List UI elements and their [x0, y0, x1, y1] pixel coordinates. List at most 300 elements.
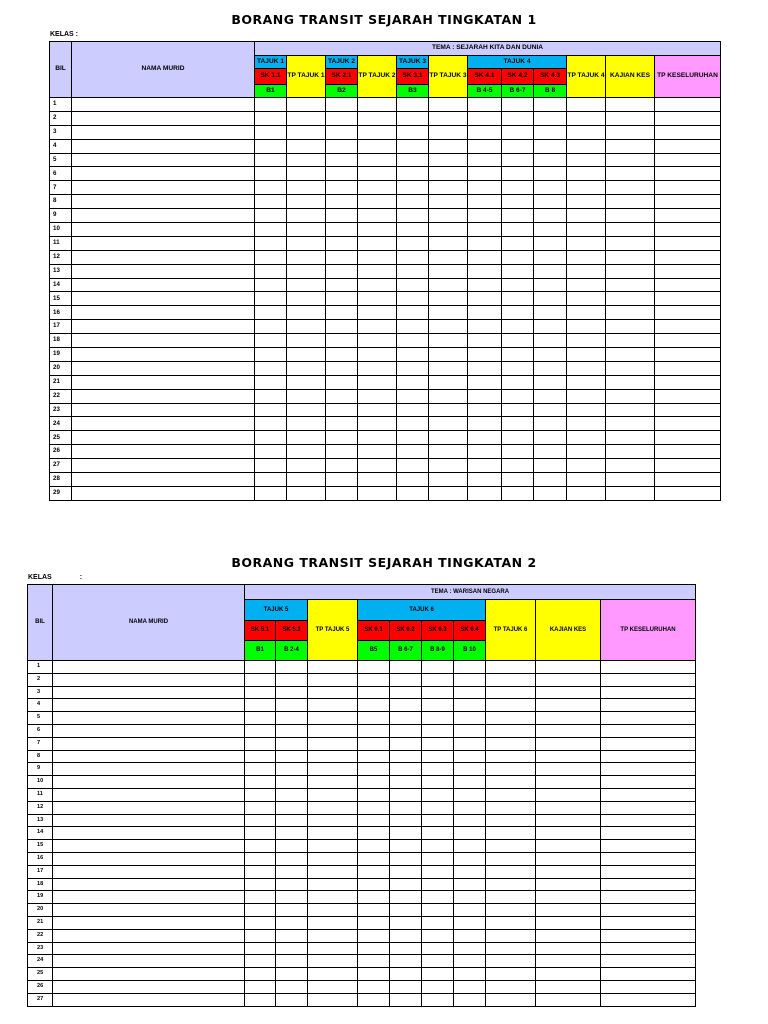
- score-cell[interactable]: [358, 111, 397, 125]
- score-cell[interactable]: [567, 167, 606, 181]
- score-cell[interactable]: [601, 993, 696, 1006]
- score-cell[interactable]: [422, 827, 454, 840]
- score-cell[interactable]: [429, 348, 468, 362]
- score-cell[interactable]: [390, 891, 422, 904]
- nama-murid-cell[interactable]: [72, 236, 255, 250]
- score-cell[interactable]: [536, 942, 601, 955]
- score-cell[interactable]: [358, 724, 390, 737]
- score-cell[interactable]: [276, 865, 308, 878]
- score-cell[interactable]: [358, 125, 397, 139]
- nama-murid-cell[interactable]: [53, 763, 245, 776]
- score-cell[interactable]: [655, 486, 721, 500]
- score-cell[interactable]: [422, 712, 454, 725]
- score-cell[interactable]: [397, 98, 429, 112]
- score-cell[interactable]: [245, 827, 276, 840]
- score-cell[interactable]: [606, 236, 655, 250]
- score-cell[interactable]: [276, 852, 308, 865]
- score-cell[interactable]: [601, 840, 696, 853]
- score-cell[interactable]: [308, 980, 358, 993]
- score-cell[interactable]: [326, 209, 358, 223]
- score-cell[interactable]: [486, 878, 536, 891]
- nama-murid-cell[interactable]: [53, 993, 245, 1006]
- nama-murid-cell[interactable]: [72, 264, 255, 278]
- nama-murid-cell[interactable]: [53, 916, 245, 929]
- score-cell[interactable]: [655, 223, 721, 237]
- score-cell[interactable]: [468, 292, 502, 306]
- score-cell[interactable]: [606, 111, 655, 125]
- score-cell[interactable]: [429, 278, 468, 292]
- score-cell[interactable]: [486, 968, 536, 981]
- score-cell[interactable]: [567, 250, 606, 264]
- score-cell[interactable]: [276, 878, 308, 891]
- score-cell[interactable]: [486, 852, 536, 865]
- score-cell[interactable]: [606, 486, 655, 500]
- score-cell[interactable]: [429, 459, 468, 473]
- score-cell[interactable]: [655, 167, 721, 181]
- score-cell[interactable]: [287, 278, 326, 292]
- score-cell[interactable]: [534, 417, 567, 431]
- nama-murid-cell[interactable]: [53, 840, 245, 853]
- score-cell[interactable]: [567, 236, 606, 250]
- score-cell[interactable]: [255, 236, 287, 250]
- score-cell[interactable]: [502, 153, 534, 167]
- score-cell[interactable]: [454, 788, 486, 801]
- score-cell[interactable]: [429, 306, 468, 320]
- score-cell[interactable]: [534, 98, 567, 112]
- score-cell[interactable]: [255, 389, 287, 403]
- nama-murid-cell[interactable]: [53, 904, 245, 917]
- score-cell[interactable]: [655, 98, 721, 112]
- score-cell[interactable]: [536, 878, 601, 891]
- score-cell[interactable]: [601, 929, 696, 942]
- score-cell[interactable]: [326, 375, 358, 389]
- score-cell[interactable]: [397, 306, 429, 320]
- score-cell[interactable]: [534, 375, 567, 389]
- score-cell[interactable]: [468, 98, 502, 112]
- score-cell[interactable]: [422, 737, 454, 750]
- score-cell[interactable]: [326, 223, 358, 237]
- score-cell[interactable]: [358, 699, 390, 712]
- score-cell[interactable]: [245, 840, 276, 853]
- score-cell[interactable]: [536, 699, 601, 712]
- score-cell[interactable]: [358, 264, 397, 278]
- score-cell[interactable]: [358, 361, 397, 375]
- score-cell[interactable]: [536, 840, 601, 853]
- score-cell[interactable]: [255, 361, 287, 375]
- nama-murid-cell[interactable]: [72, 139, 255, 153]
- score-cell[interactable]: [245, 686, 276, 699]
- score-cell[interactable]: [287, 250, 326, 264]
- score-cell[interactable]: [397, 361, 429, 375]
- score-cell[interactable]: [502, 139, 534, 153]
- score-cell[interactable]: [486, 827, 536, 840]
- score-cell[interactable]: [308, 776, 358, 789]
- nama-murid-cell[interactable]: [53, 661, 245, 674]
- nama-murid-cell[interactable]: [72, 111, 255, 125]
- score-cell[interactable]: [606, 389, 655, 403]
- score-cell[interactable]: [655, 111, 721, 125]
- score-cell[interactable]: [358, 852, 390, 865]
- nama-murid-cell[interactable]: [53, 891, 245, 904]
- score-cell[interactable]: [245, 891, 276, 904]
- nama-murid-cell[interactable]: [72, 250, 255, 264]
- score-cell[interactable]: [454, 712, 486, 725]
- score-cell[interactable]: [358, 209, 397, 223]
- score-cell[interactable]: [606, 264, 655, 278]
- score-cell[interactable]: [245, 852, 276, 865]
- score-cell[interactable]: [358, 181, 397, 195]
- score-cell[interactable]: [534, 445, 567, 459]
- nama-murid-cell[interactable]: [53, 878, 245, 891]
- score-cell[interactable]: [429, 195, 468, 209]
- score-cell[interactable]: [245, 865, 276, 878]
- score-cell[interactable]: [655, 445, 721, 459]
- nama-murid-cell[interactable]: [53, 673, 245, 686]
- score-cell[interactable]: [276, 929, 308, 942]
- score-cell[interactable]: [390, 686, 422, 699]
- score-cell[interactable]: [502, 125, 534, 139]
- score-cell[interactable]: [276, 788, 308, 801]
- score-cell[interactable]: [567, 98, 606, 112]
- score-cell[interactable]: [606, 139, 655, 153]
- score-cell[interactable]: [486, 904, 536, 917]
- nama-murid-cell[interactable]: [53, 814, 245, 827]
- score-cell[interactable]: [534, 236, 567, 250]
- score-cell[interactable]: [454, 801, 486, 814]
- nama-murid-cell[interactable]: [53, 980, 245, 993]
- score-cell[interactable]: [429, 250, 468, 264]
- score-cell[interactable]: [429, 417, 468, 431]
- score-cell[interactable]: [422, 788, 454, 801]
- score-cell[interactable]: [287, 153, 326, 167]
- score-cell[interactable]: [502, 181, 534, 195]
- score-cell[interactable]: [276, 955, 308, 968]
- score-cell[interactable]: [454, 980, 486, 993]
- score-cell[interactable]: [567, 111, 606, 125]
- score-cell[interactable]: [536, 993, 601, 1006]
- score-cell[interactable]: [534, 167, 567, 181]
- score-cell[interactable]: [358, 431, 397, 445]
- nama-murid-cell[interactable]: [53, 737, 245, 750]
- score-cell[interactable]: [397, 431, 429, 445]
- nama-murid-cell[interactable]: [72, 292, 255, 306]
- score-cell[interactable]: [390, 840, 422, 853]
- score-cell[interactable]: [326, 181, 358, 195]
- score-cell[interactable]: [326, 486, 358, 500]
- score-cell[interactable]: [245, 661, 276, 674]
- score-cell[interactable]: [486, 942, 536, 955]
- score-cell[interactable]: [358, 737, 390, 750]
- score-cell[interactable]: [601, 942, 696, 955]
- score-cell[interactable]: [390, 776, 422, 789]
- score-cell[interactable]: [454, 955, 486, 968]
- score-cell[interactable]: [287, 236, 326, 250]
- nama-murid-cell[interactable]: [53, 942, 245, 955]
- score-cell[interactable]: [534, 473, 567, 487]
- score-cell[interactable]: [534, 125, 567, 139]
- score-cell[interactable]: [468, 459, 502, 473]
- score-cell[interactable]: [326, 320, 358, 334]
- score-cell[interactable]: [422, 814, 454, 827]
- score-cell[interactable]: [502, 375, 534, 389]
- score-cell[interactable]: [422, 955, 454, 968]
- score-cell[interactable]: [422, 865, 454, 878]
- score-cell[interactable]: [255, 195, 287, 209]
- score-cell[interactable]: [601, 661, 696, 674]
- score-cell[interactable]: [502, 292, 534, 306]
- score-cell[interactable]: [655, 431, 721, 445]
- score-cell[interactable]: [486, 840, 536, 853]
- score-cell[interactable]: [567, 153, 606, 167]
- score-cell[interactable]: [502, 334, 534, 348]
- score-cell[interactable]: [276, 827, 308, 840]
- score-cell[interactable]: [308, 968, 358, 981]
- score-cell[interactable]: [655, 250, 721, 264]
- score-cell[interactable]: [468, 389, 502, 403]
- score-cell[interactable]: [429, 125, 468, 139]
- score-cell[interactable]: [655, 361, 721, 375]
- score-cell[interactable]: [276, 840, 308, 853]
- score-cell[interactable]: [567, 264, 606, 278]
- score-cell[interactable]: [358, 750, 390, 763]
- score-cell[interactable]: [454, 891, 486, 904]
- score-cell[interactable]: [276, 776, 308, 789]
- nama-murid-cell[interactable]: [53, 750, 245, 763]
- score-cell[interactable]: [567, 403, 606, 417]
- score-cell[interactable]: [429, 264, 468, 278]
- score-cell[interactable]: [534, 223, 567, 237]
- score-cell[interactable]: [502, 195, 534, 209]
- score-cell[interactable]: [606, 320, 655, 334]
- score-cell[interactable]: [534, 348, 567, 362]
- score-cell[interactable]: [502, 348, 534, 362]
- nama-murid-cell[interactable]: [72, 98, 255, 112]
- score-cell[interactable]: [454, 814, 486, 827]
- score-cell[interactable]: [567, 278, 606, 292]
- score-cell[interactable]: [536, 814, 601, 827]
- score-cell[interactable]: [255, 139, 287, 153]
- score-cell[interactable]: [358, 375, 397, 389]
- score-cell[interactable]: [534, 195, 567, 209]
- score-cell[interactable]: [326, 306, 358, 320]
- score-cell[interactable]: [454, 827, 486, 840]
- score-cell[interactable]: [468, 445, 502, 459]
- score-cell[interactable]: [468, 431, 502, 445]
- nama-murid-cell[interactable]: [53, 801, 245, 814]
- score-cell[interactable]: [276, 661, 308, 674]
- score-cell[interactable]: [567, 473, 606, 487]
- nama-murid-cell[interactable]: [72, 403, 255, 417]
- score-cell[interactable]: [567, 445, 606, 459]
- score-cell[interactable]: [287, 181, 326, 195]
- score-cell[interactable]: [255, 459, 287, 473]
- score-cell[interactable]: [601, 686, 696, 699]
- score-cell[interactable]: [276, 686, 308, 699]
- score-cell[interactable]: [536, 763, 601, 776]
- score-cell[interactable]: [287, 125, 326, 139]
- nama-murid-cell[interactable]: [72, 195, 255, 209]
- score-cell[interactable]: [534, 264, 567, 278]
- score-cell[interactable]: [536, 686, 601, 699]
- score-cell[interactable]: [245, 904, 276, 917]
- score-cell[interactable]: [468, 125, 502, 139]
- nama-murid-cell[interactable]: [72, 389, 255, 403]
- score-cell[interactable]: [536, 737, 601, 750]
- score-cell[interactable]: [655, 195, 721, 209]
- score-cell[interactable]: [601, 699, 696, 712]
- nama-murid-cell[interactable]: [72, 223, 255, 237]
- score-cell[interactable]: [326, 278, 358, 292]
- score-cell[interactable]: [326, 236, 358, 250]
- score-cell[interactable]: [358, 776, 390, 789]
- score-cell[interactable]: [486, 993, 536, 1006]
- score-cell[interactable]: [606, 445, 655, 459]
- score-cell[interactable]: [655, 389, 721, 403]
- score-cell[interactable]: [534, 292, 567, 306]
- score-cell[interactable]: [655, 417, 721, 431]
- score-cell[interactable]: [390, 763, 422, 776]
- score-cell[interactable]: [397, 139, 429, 153]
- score-cell[interactable]: [255, 98, 287, 112]
- score-cell[interactable]: [358, 929, 390, 942]
- score-cell[interactable]: [454, 852, 486, 865]
- score-cell[interactable]: [454, 904, 486, 917]
- score-cell[interactable]: [326, 292, 358, 306]
- score-cell[interactable]: [534, 320, 567, 334]
- score-cell[interactable]: [358, 827, 390, 840]
- score-cell[interactable]: [655, 153, 721, 167]
- score-cell[interactable]: [255, 306, 287, 320]
- nama-murid-cell[interactable]: [72, 361, 255, 375]
- score-cell[interactable]: [358, 334, 397, 348]
- score-cell[interactable]: [429, 389, 468, 403]
- score-cell[interactable]: [358, 980, 390, 993]
- nama-murid-cell[interactable]: [72, 375, 255, 389]
- score-cell[interactable]: [468, 473, 502, 487]
- score-cell[interactable]: [255, 278, 287, 292]
- score-cell[interactable]: [397, 389, 429, 403]
- score-cell[interactable]: [326, 334, 358, 348]
- nama-murid-cell[interactable]: [72, 445, 255, 459]
- score-cell[interactable]: [287, 292, 326, 306]
- nama-murid-cell[interactable]: [53, 788, 245, 801]
- score-cell[interactable]: [429, 181, 468, 195]
- score-cell[interactable]: [255, 417, 287, 431]
- nama-murid-cell[interactable]: [53, 968, 245, 981]
- score-cell[interactable]: [358, 916, 390, 929]
- score-cell[interactable]: [245, 993, 276, 1006]
- score-cell[interactable]: [326, 250, 358, 264]
- score-cell[interactable]: [422, 750, 454, 763]
- score-cell[interactable]: [308, 661, 358, 674]
- score-cell[interactable]: [601, 904, 696, 917]
- score-cell[interactable]: [326, 111, 358, 125]
- score-cell[interactable]: [308, 763, 358, 776]
- score-cell[interactable]: [422, 891, 454, 904]
- score-cell[interactable]: [358, 865, 390, 878]
- score-cell[interactable]: [567, 125, 606, 139]
- score-cell[interactable]: [486, 776, 536, 789]
- score-cell[interactable]: [468, 209, 502, 223]
- score-cell[interactable]: [534, 459, 567, 473]
- score-cell[interactable]: [429, 361, 468, 375]
- score-cell[interactable]: [454, 776, 486, 789]
- score-cell[interactable]: [358, 686, 390, 699]
- score-cell[interactable]: [468, 306, 502, 320]
- score-cell[interactable]: [454, 929, 486, 942]
- nama-murid-cell[interactable]: [72, 431, 255, 445]
- score-cell[interactable]: [245, 737, 276, 750]
- score-cell[interactable]: [358, 891, 390, 904]
- score-cell[interactable]: [601, 763, 696, 776]
- score-cell[interactable]: [655, 348, 721, 362]
- score-cell[interactable]: [454, 750, 486, 763]
- score-cell[interactable]: [468, 236, 502, 250]
- score-cell[interactable]: [276, 942, 308, 955]
- score-cell[interactable]: [468, 334, 502, 348]
- score-cell[interactable]: [502, 306, 534, 320]
- score-cell[interactable]: [536, 955, 601, 968]
- score-cell[interactable]: [287, 486, 326, 500]
- score-cell[interactable]: [655, 334, 721, 348]
- score-cell[interactable]: [397, 459, 429, 473]
- score-cell[interactable]: [567, 375, 606, 389]
- score-cell[interactable]: [606, 153, 655, 167]
- score-cell[interactable]: [287, 139, 326, 153]
- score-cell[interactable]: [358, 942, 390, 955]
- score-cell[interactable]: [397, 445, 429, 459]
- score-cell[interactable]: [502, 403, 534, 417]
- score-cell[interactable]: [567, 223, 606, 237]
- score-cell[interactable]: [468, 167, 502, 181]
- nama-murid-cell[interactable]: [53, 699, 245, 712]
- score-cell[interactable]: [397, 473, 429, 487]
- score-cell[interactable]: [287, 417, 326, 431]
- score-cell[interactable]: [308, 712, 358, 725]
- score-cell[interactable]: [358, 661, 390, 674]
- score-cell[interactable]: [390, 801, 422, 814]
- score-cell[interactable]: [502, 236, 534, 250]
- score-cell[interactable]: [276, 993, 308, 1006]
- score-cell[interactable]: [454, 840, 486, 853]
- score-cell[interactable]: [255, 292, 287, 306]
- score-cell[interactable]: [287, 195, 326, 209]
- score-cell[interactable]: [606, 167, 655, 181]
- score-cell[interactable]: [358, 278, 397, 292]
- score-cell[interactable]: [502, 486, 534, 500]
- score-cell[interactable]: [308, 827, 358, 840]
- score-cell[interactable]: [534, 389, 567, 403]
- nama-murid-cell[interactable]: [72, 306, 255, 320]
- score-cell[interactable]: [308, 724, 358, 737]
- score-cell[interactable]: [390, 878, 422, 891]
- score-cell[interactable]: [422, 840, 454, 853]
- score-cell[interactable]: [601, 891, 696, 904]
- score-cell[interactable]: [255, 223, 287, 237]
- score-cell[interactable]: [358, 223, 397, 237]
- score-cell[interactable]: [536, 661, 601, 674]
- score-cell[interactable]: [397, 153, 429, 167]
- score-cell[interactable]: [390, 788, 422, 801]
- score-cell[interactable]: [606, 348, 655, 362]
- score-cell[interactable]: [534, 361, 567, 375]
- nama-murid-cell[interactable]: [72, 181, 255, 195]
- score-cell[interactable]: [422, 801, 454, 814]
- score-cell[interactable]: [397, 320, 429, 334]
- score-cell[interactable]: [358, 814, 390, 827]
- score-cell[interactable]: [454, 942, 486, 955]
- score-cell[interactable]: [454, 686, 486, 699]
